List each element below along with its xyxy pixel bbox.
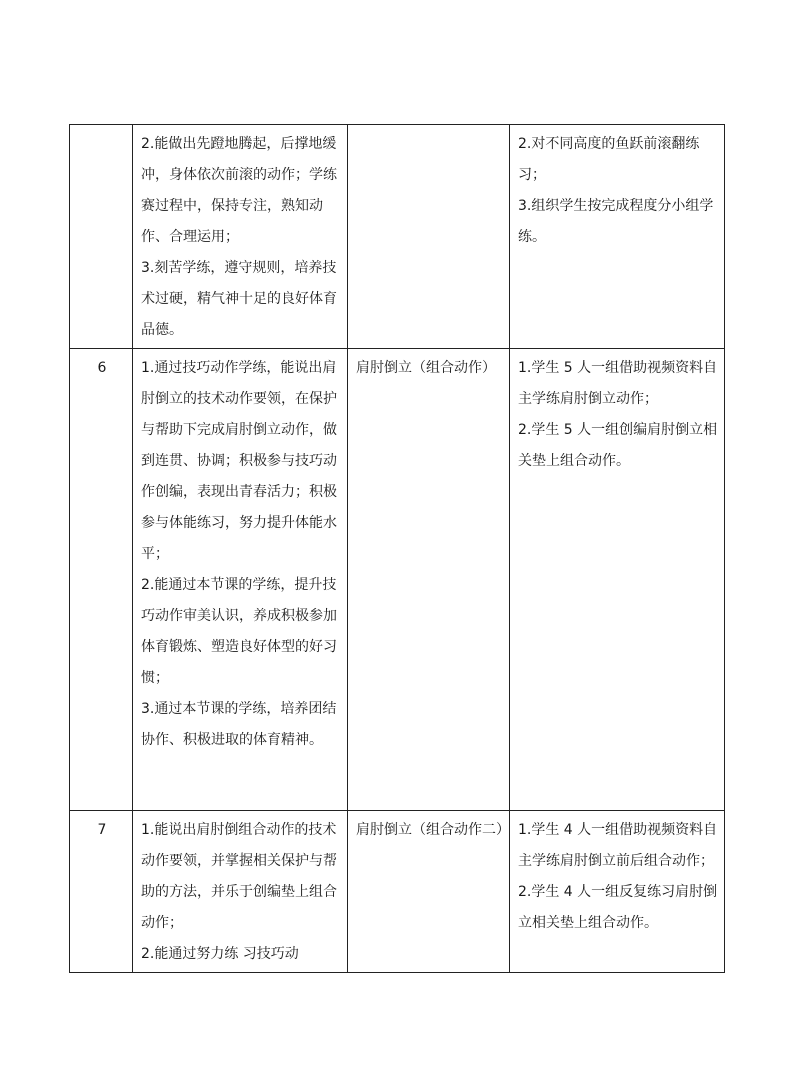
table-row: [70, 349, 725, 811]
objective-text: 1.能说出肩肘倒组合动作的技术动作要领，并掌握相关保护与帮助的方法，并乐于创编垫上组合动作；: [141, 822, 337, 931]
objective-text: 3.刻苦学练，遵守规则，培养技术过硬，精气神十足的良好体育品德。: [141, 260, 337, 338]
lesson-number: 6: [70, 349, 133, 811]
objectives-cell: [133, 811, 348, 973]
activity-text: 3.组织学生按完成程度分小组学练。: [518, 198, 714, 245]
activity-text: 2.学生 4 人一组反复练习肩肘倒立相关垫上组合动作。: [518, 884, 718, 931]
table-row: [70, 125, 725, 349]
activities-cell: [510, 349, 725, 811]
activity-text: 1.学生 4 人一组借助视频资料自主学练肩肘倒立前后组合动作；: [518, 822, 718, 869]
activity-text: 2.对不同高度的鱼跃前滚翻练习；: [518, 136, 700, 183]
objective-text: 2.能通过本节课的学练，提升技巧动作审美认识，养成积极参加体育锻炼、塑造良好体型的好习惯；: [141, 577, 337, 686]
objective-text: 1.通过技巧动作学练，能说出肩肘倒立的技术动作要领，在保护与帮助下完成肩肘倒立动作，做到连贯、协调；积极参与技巧动作创编，表现出青春活力；积极参与体能练习，努力提升体能水平；: [141, 360, 337, 562]
topic-cell: 肩肘倒立（组合动作二）: [348, 811, 510, 973]
table-row: [70, 811, 725, 973]
objective-text: 3.通过本节课的学练，培养团结协作、积极进取的体育精神。: [141, 701, 337, 748]
objectives-cell: [133, 125, 348, 349]
objectives-cell: [133, 349, 348, 811]
activities-cell: [510, 811, 725, 973]
activities-cell: [510, 125, 725, 349]
objective-text: 2.能通过努力练 习技巧动: [141, 946, 299, 962]
lesson-number: [70, 125, 133, 349]
objective-text: 2.能做出先蹬地腾起，后撑地缓冲，身体依次前滚的动作；学练赛过程中，保持专注，熟知动作、合理运用；: [141, 136, 337, 245]
activity-text: 2.学生 5 人一组创编肩肘倒立相关垫上组合动作。: [518, 422, 718, 469]
activity-text: 1.学生 5 人一组借助视频资料自主学练肩肘倒立动作；: [518, 360, 718, 407]
topic-cell: 肩肘倒立（组合动作）: [348, 349, 510, 811]
lesson-plan-table: [69, 124, 725, 973]
topic-cell: [348, 125, 510, 349]
lesson-number: 7: [70, 811, 133, 973]
